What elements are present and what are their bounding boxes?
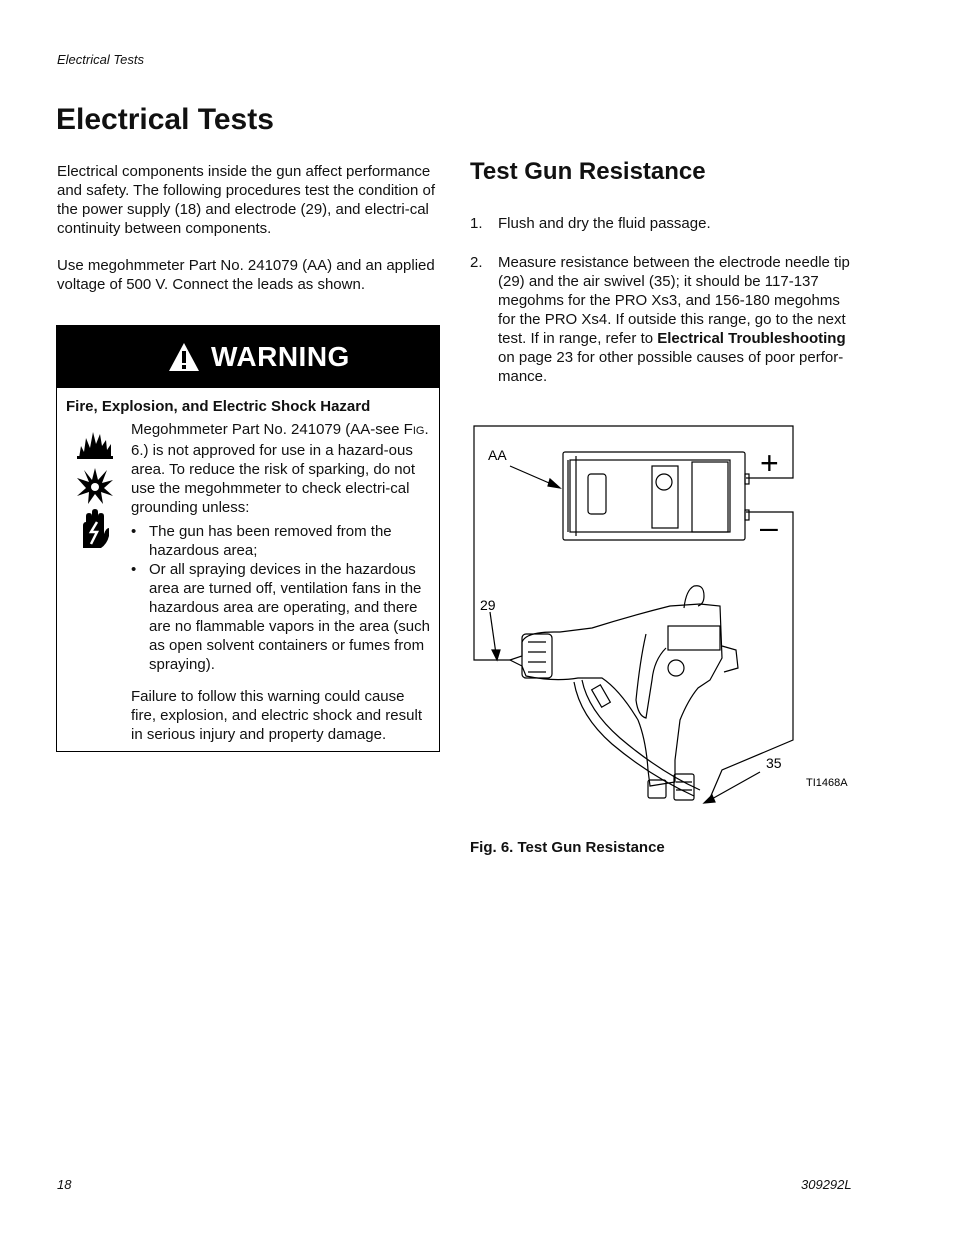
test-gun-resistance-figure [470, 420, 860, 820]
page-title: Electrical Tests [56, 103, 274, 136]
step-number: 2. [470, 254, 483, 271]
label-35: 35 [766, 755, 782, 771]
figure-caption: Fig. 6. Test Gun Resistance [470, 839, 665, 856]
hazard-title: Fire, Explosion, and Electric Shock Hazard [66, 398, 371, 415]
list-item: • The gun has been removed from the hazardous area; [131, 522, 433, 560]
warning-triangle-icon [167, 341, 201, 373]
step-text: Flush and dry the fluid passage. [498, 215, 711, 232]
warning-conditions-list [131, 522, 433, 674]
plus-terminal-label: + [760, 445, 779, 481]
step-number: 1. [470, 215, 483, 232]
cross-reference: Electrical Troubleshooting [657, 330, 846, 347]
list-item: • Or all spraying devices in the hazardous area are turned off, ventilation fans in the hazardous area are operating, and there are no flammable vapors in the area (such as open solvent containers or fumes from spraying). [131, 560, 433, 674]
warning-box [56, 325, 440, 752]
step-2 [470, 253, 860, 383]
fire-icon [75, 426, 115, 460]
figure-reference-id: TI1468A [806, 777, 848, 789]
minus-terminal-label: – [760, 509, 778, 545]
intro-paragraph-2: Use megohmmeter Part No. 241079 (AA) and an applied voltage of 500 V. Connect the leads as shown. [57, 257, 435, 293]
label-29: 29 [480, 597, 496, 613]
warning-paragraph-1: Megohmmeter Part No. 241079 (AA-see FIG. 6.) is not approved for use in a hazard-ous area. To reduce the risk of sparking, do not use the megohmmeter to check electri-cal grounding unless: [131, 421, 429, 516]
step-text: Measure resistance between the electrode needle tip (29) and the air swivel (35); it should be 117-137 megohms for the PRO Xs3, and 156-180 megohms for the PRO Xs4. If outside this range, go to the next test. If in range, refer to Electrical Troubleshooting on page 23 for other possible causes of poor perfor-mance. [498, 254, 850, 385]
intro-paragraph-1: Electrical components inside the gun affect performance and safety. The following procedures test the condition of the power supply (18) and electrode (29), and electri-cal continuity between components. [57, 163, 436, 237]
warning-paragraph-2: Failure to follow this warning could cause fire, explosion, and electric shock and result in serious injury and property damage. [131, 688, 422, 743]
step-1 [470, 214, 860, 234]
document-number: 309292L [801, 1177, 852, 1192]
page-number: 18 [57, 1177, 72, 1192]
explosion-icon [75, 466, 115, 506]
warning-label: WARNING [211, 341, 350, 372]
label-aa: AA [488, 447, 507, 463]
warning-banner [57, 326, 439, 388]
section-title: Test Gun Resistance [470, 158, 706, 185]
running-header: Electrical Tests [57, 52, 144, 67]
electric-shock-icon [75, 508, 115, 552]
